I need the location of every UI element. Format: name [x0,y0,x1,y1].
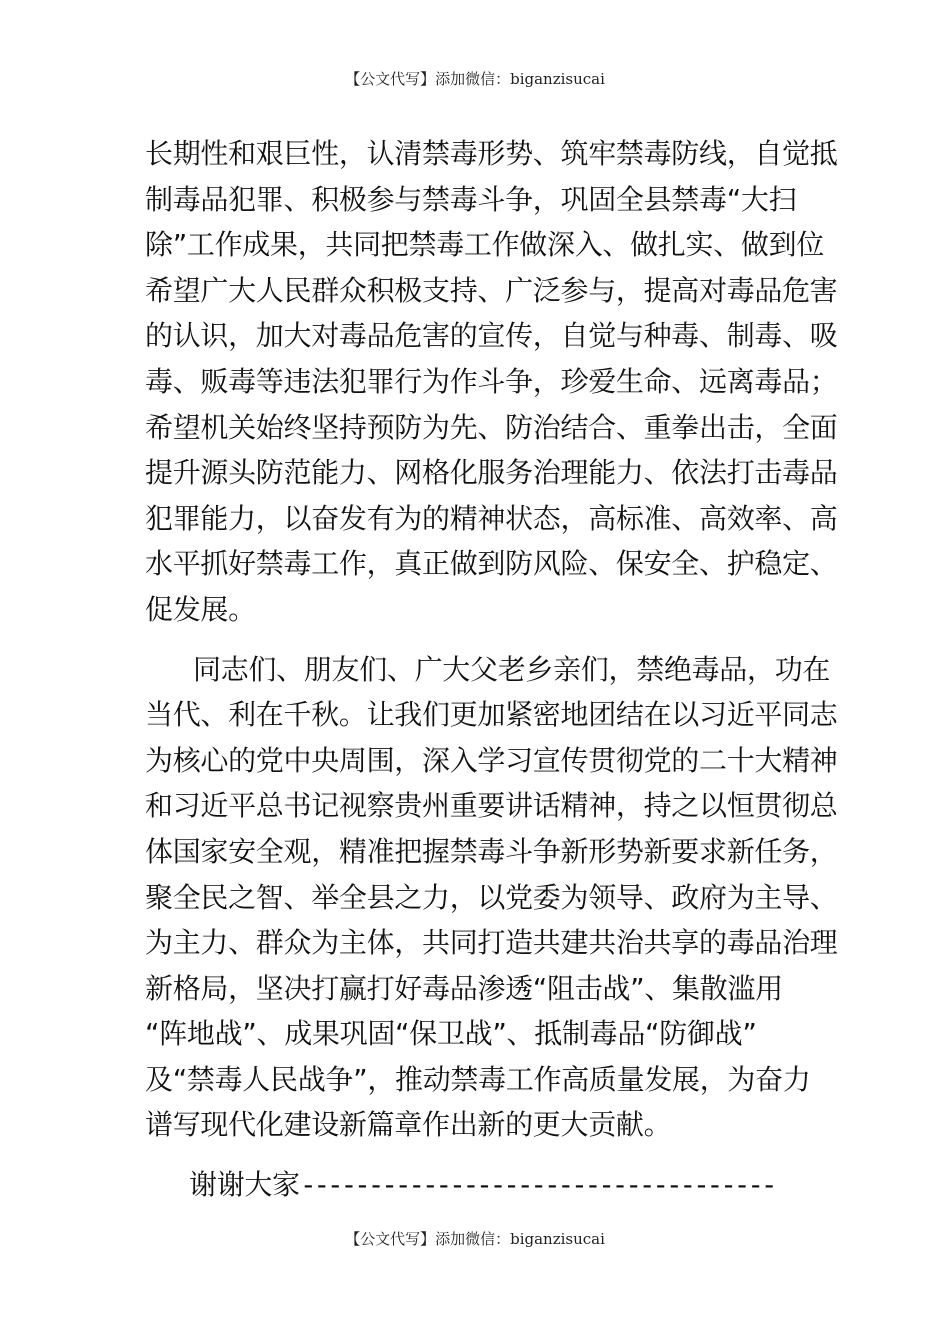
paragraph-gap [145,633,810,647]
text-line: 水平抓好禁毒工作，真正做到防风险、保安全、护稳定、 [145,547,838,581]
text-line: 为核心的党中央周围，深入学习宣传贯彻党的二十大精神 [145,743,838,777]
text-line: 促发展。 [145,592,256,626]
text-line: 提升源头防范能力、网格化服务治理能力、依法打击毒品 [145,456,838,490]
paragraph-gap [145,1148,810,1162]
text-line: “阵地战”、成果巩固“保卫战”、抵制毒品“防御战” [145,1017,757,1051]
text-line: 除”工作成果，共同把禁毒工作做深入、做扎实、做到位 [145,228,825,262]
text-line: 谱写现代化建设新篇章作出新的更大贡献。 [145,1108,672,1142]
text-line: 及“禁毒人民战争”，推动禁毒工作高质量发展，为奋力 [145,1062,811,1096]
closing-dashes: ----------------------------------- [299,1168,775,1202]
text-line: 犯罪能力，以奋发有为的精神状态，高标准、高效率、高 [145,501,838,535]
text-line: 毒、贩毒等违法犯罪行为作斗争，珍爱生命、远离毒品； [145,364,838,398]
text-line: 当代、利在千秋。让我们更加紧密地团结在以习近平同志 [145,698,838,732]
document-body [145,131,838,1208]
paragraph-2 [145,647,838,1149]
page-footer-watermark: 【公文代写】添加微信：biganzisucai [345,1230,605,1248]
closing-line [145,1162,810,1208]
closing-thanks: 谢谢大家 [189,1168,300,1202]
text-line: 体国家安全观，精准把握禁毒斗争新形势新要求新任务， [145,834,838,868]
text-line: 和习近平总书记视察贵州重要讲话精神，持之以恒贯彻总 [145,789,838,823]
text-line: 同志们、朋友们、广大父老乡亲们，禁绝毒品，功在 [193,652,831,686]
text-line: 制毒品犯罪、积极参与禁毒斗争，巩固全县禁毒“大扫 [145,182,797,216]
text-line: 聚全民之智、举全县之力，以党委为领导、政府为主导、 [145,880,838,914]
page-header-watermark: 【公文代写】添加微信：biganzisucai [345,70,605,88]
text-line: 为主力、群众为主体，共同打造共建共治共享的毒品治理 [145,926,838,960]
text-line: 希望广大人民群众积极支持、广泛参与，提高对毒品危害 [145,273,838,307]
text-line: 的认识，加大对毒品危害的宣传，自觉与种毒、制毒、吸 [145,319,838,353]
paragraph-1 [145,131,838,633]
text-line: 希望机关始终坚持预防为先、防治结合、重拳出击，全面 [145,410,838,444]
text-line: 长期性和艰巨性，认清禁毒形势、筑牢禁毒防线，自觉抵 [145,137,838,170]
text-line: 新格局，坚决打赢打好毒品渗透“阻击战”、集散滥用 [145,971,783,1005]
